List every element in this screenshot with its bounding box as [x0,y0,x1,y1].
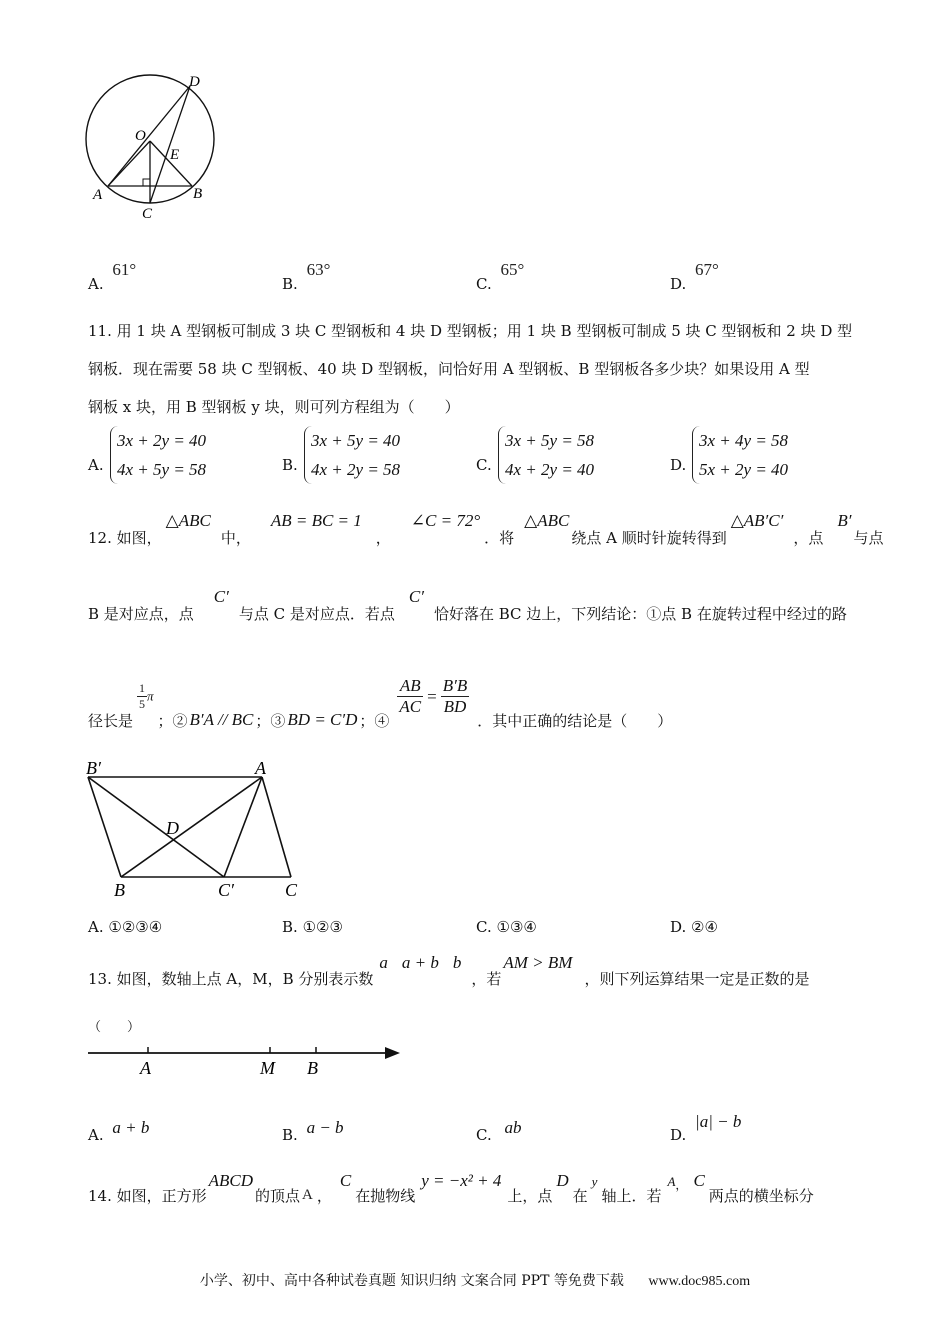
option-letter: C. [476,918,492,936]
q11-text-line3: 钢板 x 块，用 B 型钢板 y 块，则可列方程组为（ ） [88,398,460,416]
equation-system [304,426,400,484]
text: ， [375,529,391,547]
math: y = −x² + 4 [421,1171,502,1190]
q10-circle-figure [80,70,225,225]
math: D [556,1171,569,1190]
footer-link[interactable]: www.doc985.com [648,1274,751,1289]
denominator: BD [443,697,467,716]
q11-text-line1: 11. 用 1 块 A 型钢板可制成 3 块 C 型钢板和 4 块 D 型钢板；用 1 块 B 型钢板可制成 5 块 C 型钢板和 2 块 D 型 [88,322,853,340]
numerator: 1 [139,681,146,695]
text: ；④ [359,711,390,730]
denominator: AC [399,697,422,716]
equation-system [692,426,788,484]
q10-label-a: A [93,187,103,203]
option-letter: B. [282,275,298,293]
option-letter: C. [476,1126,492,1144]
q12-label-bprime: B′ [86,758,101,778]
q14-text-line1 [88,1170,814,1205]
text: 恰好落在 BC 边上，下列结论：①点 B 在旋转过程中经过的路 [433,605,847,623]
option-value: 67° [695,260,719,279]
math: AB = BC = 1 [270,511,362,530]
q13-label-b: B [307,1058,318,1078]
option-letter: C. [476,275,492,293]
option-letter: B. [282,456,298,474]
equation-system [110,426,206,484]
math: B′ [837,511,852,530]
equation-system [498,426,594,484]
option-letter: A. [88,456,104,474]
text: 与点 C 是对应点．若点 [238,605,395,623]
option-value: a − b [306,1118,344,1137]
option-letter: A. [88,275,104,293]
q13-option-a[interactable] [88,1118,150,1144]
text: ；③ [255,711,286,730]
q12-text-line2 [88,586,847,623]
text: 上，点 [507,1187,553,1205]
q13-option-b[interactable] [282,1118,344,1144]
math: BD = C′D [287,709,358,729]
q13-option-d[interactable] [670,1112,742,1144]
option-value: 63° [306,260,331,279]
option-value: ②④ [691,918,718,936]
option-letter: D. [670,1126,687,1144]
option-letter: B. [282,918,298,936]
text: 在 [572,1187,588,1205]
arrow-head-icon [385,1047,400,1059]
numerator: AB [397,676,423,697]
q12-label-c: C [285,880,298,900]
fraction [397,676,423,717]
option-value: ①②③④ [108,918,163,936]
option-value: |a| − b [695,1112,742,1131]
text: ，则下列运算结果一定是正数的是 [584,970,810,988]
equation: 4x + 2y = 58 [311,460,401,479]
q10-label-b: B [193,186,203,202]
fraction [137,681,147,712]
math: ∠C = 72° [410,511,481,530]
q12-option-d[interactable] [670,918,718,936]
text: ；② [157,711,188,730]
math: AM > BM [503,953,573,972]
math: B′A // BC [189,709,254,729]
equals: = [427,686,437,706]
equation: 3x + 5y = 40 [311,431,401,450]
q12-option-a[interactable] [88,918,162,936]
math: △ABC [165,511,211,530]
math: a + b [401,953,439,972]
q13-text-line2: （ ） [88,1020,141,1035]
equation: 3x + 4y = 58 [699,431,789,450]
equation: 5x + 2y = 40 [699,460,789,479]
page-footer [0,1270,950,1290]
text: 在抛物线 [355,1187,416,1205]
math: A [302,1187,313,1203]
text: ．其中正确的结论是（ ） [477,711,673,730]
q10-option-d[interactable] [670,260,719,293]
q13-label-a: A [140,1058,151,1078]
text: ，若 [471,970,502,988]
q12-label-cprime: C′ [218,880,234,900]
text: 14. 如图，正方形 [88,1187,207,1205]
text: 13. 如图，数轴上点 A，M，B 分别表示数 [88,970,374,988]
option-value: ①②③ [302,918,343,936]
q12-text-line3 [88,676,673,730]
text: 中， [220,529,251,547]
math: △ABC [524,511,570,530]
equation: 4x + 2y = 40 [505,460,595,479]
text: ， [316,1187,332,1205]
option-value: a + b [112,1118,150,1137]
q10-option-c[interactable] [476,260,525,293]
q12-label-b: B [114,880,125,900]
option-value: ①③④ [496,918,537,936]
numerator: B′B [442,676,468,695]
option-letter: C. [476,456,492,474]
option-letter: D. [670,918,687,936]
text: 径长是 [88,711,134,730]
text: 与点 [853,529,884,547]
math: b [452,953,462,972]
q13-label-m: M [260,1058,275,1078]
q10-label-c: C [142,206,153,222]
text: 两点的横坐标分 [708,1187,814,1205]
option-letter: D. [670,456,687,474]
pi: π [147,688,154,704]
math: y [591,1174,598,1189]
option-value: ab [504,1118,522,1137]
option-letter: A. [88,1126,104,1144]
equation: 3x + 5y = 58 [505,431,595,450]
math: C′ [408,587,424,606]
q12-parallelogram-figure [80,752,310,902]
math: C′ [213,587,229,606]
q13-text-line1 [88,952,810,988]
option-value: 65° [500,260,525,279]
option-letter: D. [670,275,687,293]
q10-label-d: D [189,74,200,90]
q12-text-line1 [88,510,884,547]
q10-label-e: E [170,147,180,163]
text: 12. 如图， [88,529,162,547]
option-letter: B. [282,1126,298,1144]
math: C [693,1171,705,1190]
footer-text: 小学、初中、高中各种试卷真题 知识归纳 文案合同 PPT 等免费下载 [199,1273,624,1289]
math: △AB′C′ [730,511,784,530]
math: ABCD [208,1171,254,1190]
text: 的顶点 [255,1187,301,1205]
q11-text-line2: 钢板．现在需要 58 块 C 型钢板、40 块 D 型钢板，问恰好用 A 型钢板、B 型钢板各多少块？如果设用 A 型 [88,360,810,378]
math: C [339,1171,352,1190]
q12-label-a: A [255,758,266,778]
q13-number-line [80,1040,410,1080]
q10-option-b[interactable] [282,260,331,293]
math: A [667,1174,676,1189]
denominator: 5 [139,697,146,711]
q12-label-d: D [166,818,179,838]
q10-label-o: O [135,128,146,144]
q12-option-c[interactable] [476,918,537,936]
fraction [441,676,470,717]
text: ， [675,1178,688,1192]
q13-option-c[interactable] [476,1118,522,1144]
text: 轴上．若 [601,1187,662,1205]
text: ，点 [793,529,824,547]
option-value: 61° [112,260,137,279]
math: a [379,953,388,972]
q10-option-a[interactable] [88,260,137,293]
text: ．将 [484,529,515,547]
text: B 是对应点，点 [88,605,194,623]
text: 绕点 A 顺时针旋转得到 [571,529,727,547]
q12-option-b[interactable] [282,918,343,936]
equation: 3x + 2y = 40 [117,431,207,450]
option-letter: A. [88,918,104,936]
equation: 4x + 5y = 58 [117,460,207,479]
